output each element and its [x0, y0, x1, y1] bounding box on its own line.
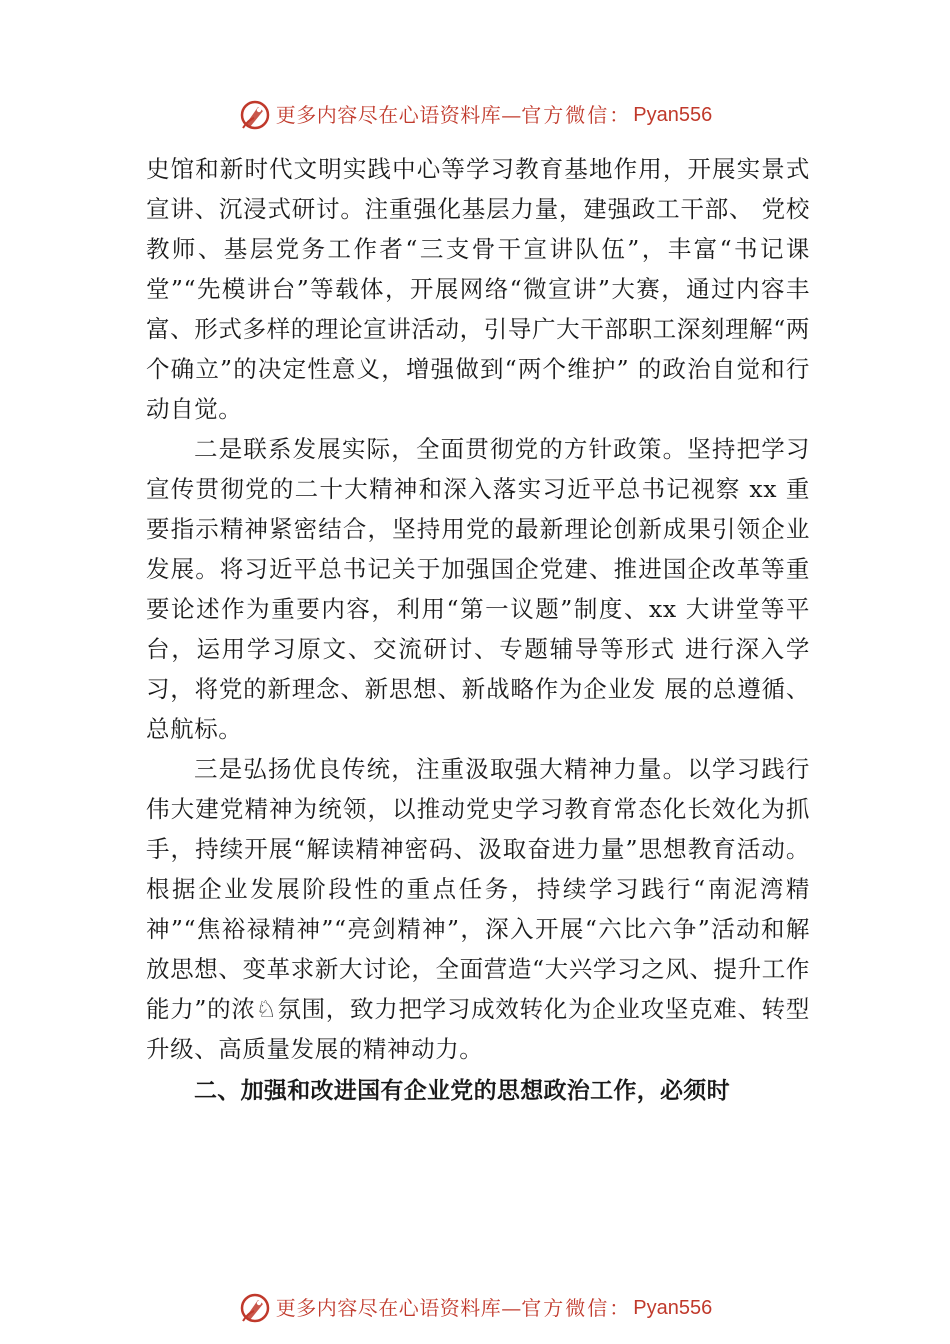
banner-wechat-id: Pyan556	[633, 1297, 713, 1319]
banner-main-text: 更多内容尽在心语资料库	[275, 103, 502, 127]
paragraph-3: 三是弘扬优良传统，注重汲取强大精神力量。以学习践行伟大建党精神为统领，以推动党史学习教育常态化长效化为抓手，持续开展“解读精神密码、汲取奋进力量”思想教育活动。根据企业发展阶段性的重点任务，持续学习践行“南泥湾精神”“焦裕禄精神”“亮剑精神”，深入开展“六比六争”活动和解放思想、变革求新大讨论，全面营造“大兴学习之风、提升工作能力”的浓♘氛围，致力把学习成效转化为企业攻坚克难、转型升级、高质量发展的精神动力。	[146, 755, 810, 1063]
paragraph-2: 二是联系发展实际，全面贯彻党的方针政策。坚持把学习宣传贯彻党的二十大精神和深入落实习近平总书记视察 xx 重要指示精神紧密结合，坚持用党的最新理论创新成果引领企业发展。将习近平总书记关于加强国企党建、推进国企改革等重要论述作为重要内容，利用“第一议题”制度、xx 大讲堂等平台，运用学习原文、交流研讨、专题辅导等形式 进行深入学习，将党的新理念、新思想、新战略作为企业发 展的总遵循、总航标。	[146, 435, 810, 743]
paragraph-1: 史馆和新时代文明实践中心等学习教育基地作用，开展实景式宣讲、沉浸式研讨。注重强化基层力量，建强政工干部、 党校教师、基层党务工作者“三支骨干宣讲队伍”，丰富“书记课堂”“先模讲台”等载体，开展网络“微宣讲”大赛，通过内容丰富、形式多样的理论宣讲活动，引导广大干部职工深刻理解“两个确立”的决定性意义，增强做到“两个维护” 的政治自觉和行动自觉。	[146, 155, 810, 423]
banner-official-label: 官方微信：	[521, 103, 632, 127]
pen-nib-logo-icon	[238, 98, 272, 132]
banner-main-text: 更多内容尽在心语资料库	[275, 1296, 502, 1320]
pen-nib-logo-icon	[238, 1291, 272, 1325]
document-body	[146, 149, 810, 1111]
banner-dash: —	[501, 1296, 522, 1320]
section-heading: 二、加强和改进国有企业党的思想政治工作，必须时	[194, 1078, 730, 1104]
banner-dash: —	[501, 103, 522, 127]
banner-official-label: 官方微信：	[521, 1296, 632, 1320]
banner-wechat-id: Pyan556	[633, 104, 713, 126]
footer-banner	[0, 1288, 950, 1328]
header-banner	[0, 95, 950, 135]
